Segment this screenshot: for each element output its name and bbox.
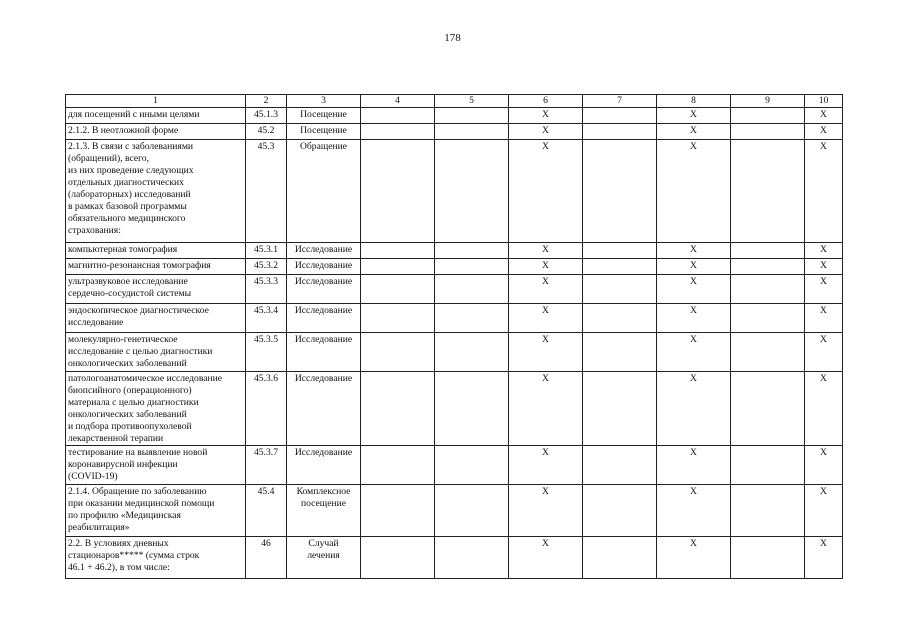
desc-line: 46.1 + 46.2), в том числе: — [68, 562, 170, 573]
row-description — [66, 243, 246, 259]
cell-col-8: X — [657, 446, 731, 485]
table-row — [66, 140, 843, 243]
desc-line: 2.2. В условиях дневных — [68, 538, 169, 549]
cell-col-4 — [361, 304, 435, 333]
cell-col-8: X — [657, 275, 731, 304]
table-row — [66, 243, 843, 259]
cell-col-6: X — [509, 537, 583, 579]
cell-col-5 — [435, 108, 509, 124]
cell-col-7 — [583, 259, 657, 275]
table-row — [66, 446, 843, 485]
row-description — [66, 485, 246, 537]
cell-col-10: X — [805, 259, 843, 275]
header-cell: 1 — [66, 95, 246, 108]
row-description — [66, 372, 246, 446]
header-cell: 5 — [435, 95, 509, 108]
unit-line: Посещение — [300, 109, 347, 120]
row-description — [66, 446, 246, 485]
desc-line: отдельных диагностических — [68, 177, 184, 188]
cell-col-9 — [731, 108, 805, 124]
desc-line: материала с целью диагностики — [68, 397, 199, 408]
cell-col-10: X — [805, 333, 843, 372]
cell-col-10: X — [805, 124, 843, 140]
header-cell: 6 — [509, 95, 583, 108]
desc-line: и подбора противоопухолевой — [68, 421, 192, 432]
desc-line: по профилю «Медицинская — [68, 510, 181, 521]
cell-col-8: X — [657, 485, 731, 537]
row-code: 45.3 — [246, 140, 287, 243]
unit-line: лечения — [307, 550, 340, 561]
header-cell: 2 — [246, 95, 287, 108]
unit-line: Исследование — [294, 305, 353, 316]
desc-line: биопсийного (операционного) — [68, 385, 192, 396]
row-code: 45.3.3 — [246, 275, 287, 304]
row-description — [66, 537, 246, 579]
cell-col-6: X — [509, 275, 583, 304]
cell-col-7 — [583, 124, 657, 140]
cell-col-8: X — [657, 333, 731, 372]
desc-line: онкологических заболеваний — [68, 358, 187, 369]
desc-line: (лабораторных) исследований — [68, 189, 191, 200]
table-row — [66, 108, 843, 124]
unit-line: Исследование — [294, 447, 353, 458]
header-row — [66, 95, 843, 108]
row-unit — [287, 243, 361, 259]
desc-line: коронавирусной инфекции — [68, 459, 178, 470]
cell-col-6: X — [509, 108, 583, 124]
row-code: 45.3.7 — [246, 446, 287, 485]
cell-col-9 — [731, 446, 805, 485]
cell-col-8: X — [657, 372, 731, 446]
desc-line: патологоанатомическое исследование — [68, 373, 223, 384]
cell-col-8: X — [657, 108, 731, 124]
table-row — [66, 537, 843, 579]
row-code: 45.3.6 — [246, 372, 287, 446]
cell-col-4 — [361, 333, 435, 372]
cell-col-6: X — [509, 372, 583, 446]
desc-line: молекулярно-генетическое — [68, 334, 178, 345]
cell-col-6: X — [509, 140, 583, 243]
desc-line: тестирование на выявление новой — [68, 447, 208, 458]
row-code: 45.3.4 — [246, 304, 287, 333]
cell-col-8: X — [657, 304, 731, 333]
desc-line: (обращений), всего, — [68, 153, 149, 164]
cell-col-10: X — [805, 485, 843, 537]
desc-line: страхования: — [68, 225, 121, 236]
cell-col-7 — [583, 485, 657, 537]
desc-line: при оказании медицинской помощи — [68, 498, 215, 509]
cell-col-10: X — [805, 275, 843, 304]
desc-line: 2.1.4. Обращение по заболеванию — [68, 486, 207, 497]
table-row — [66, 333, 843, 372]
desc-line: компьютерная томография — [68, 244, 178, 255]
cell-col-4 — [361, 243, 435, 259]
desc-line: лекарственной терапии — [68, 433, 164, 444]
cell-col-5 — [435, 537, 509, 579]
row-description — [66, 124, 246, 140]
cell-col-7 — [583, 108, 657, 124]
cell-col-7 — [583, 243, 657, 259]
desc-line: (COVID-19) — [68, 471, 118, 482]
cell-col-6: X — [509, 243, 583, 259]
cell-col-10: X — [805, 446, 843, 485]
cell-col-5 — [435, 485, 509, 537]
cell-col-5 — [435, 304, 509, 333]
row-unit — [287, 140, 361, 243]
cell-col-5 — [435, 259, 509, 275]
row-unit — [287, 333, 361, 372]
cell-col-9 — [731, 485, 805, 537]
row-description — [66, 108, 246, 124]
cell-col-9 — [731, 140, 805, 243]
cell-col-4 — [361, 275, 435, 304]
cell-col-7 — [583, 333, 657, 372]
cell-col-8: X — [657, 259, 731, 275]
unit-line: Исследование — [294, 334, 353, 345]
cell-col-4 — [361, 259, 435, 275]
row-code: 45.3.2 — [246, 259, 287, 275]
desc-line: стационаров***** (сумма строк — [68, 550, 200, 561]
header-cell: 4 — [361, 95, 435, 108]
cell-col-7 — [583, 446, 657, 485]
desc-line: эндоскопическое диагностическое — [68, 305, 209, 316]
cell-col-6: X — [509, 446, 583, 485]
row-unit — [287, 537, 361, 579]
desc-line: онкологических заболеваний — [68, 409, 187, 420]
row-description — [66, 275, 246, 304]
desc-line: обязательного медицинского — [68, 213, 186, 224]
cell-col-10: X — [805, 108, 843, 124]
cell-col-9 — [731, 259, 805, 275]
cell-col-9 — [731, 124, 805, 140]
row-code: 45.3.5 — [246, 333, 287, 372]
unit-line: Случай — [308, 538, 339, 549]
document-table — [65, 94, 843, 579]
row-description — [66, 304, 246, 333]
cell-col-6: X — [509, 333, 583, 372]
desc-line: исследование — [68, 317, 124, 328]
unit-line: Посещение — [300, 125, 347, 136]
cell-col-9 — [731, 333, 805, 372]
cell-col-10: X — [805, 372, 843, 446]
unit-line: Комплексное — [296, 486, 351, 497]
cell-col-9 — [731, 537, 805, 579]
cell-col-9 — [731, 275, 805, 304]
cell-col-6: X — [509, 124, 583, 140]
row-unit — [287, 259, 361, 275]
cell-col-7 — [583, 140, 657, 243]
desc-line: исследование с целью диагностики — [68, 346, 213, 357]
cell-col-10: X — [805, 537, 843, 579]
row-code: 45.3.1 — [246, 243, 287, 259]
desc-line: для посещений с иными целями — [68, 109, 200, 120]
row-code: 45.1.3 — [246, 108, 287, 124]
desc-line: 2.1.2. В неотложной форме — [68, 125, 179, 136]
cell-col-4 — [361, 140, 435, 243]
cell-col-10: X — [805, 304, 843, 333]
unit-line: Исследование — [294, 244, 353, 255]
cell-col-4 — [361, 108, 435, 124]
table-row — [66, 304, 843, 333]
cell-col-5 — [435, 372, 509, 446]
header-cell: 10 — [805, 95, 843, 108]
page-number: 178 — [444, 32, 461, 44]
row-description — [66, 140, 246, 243]
row-description — [66, 333, 246, 372]
cell-col-6: X — [509, 485, 583, 537]
cell-col-6: X — [509, 304, 583, 333]
cell-col-7 — [583, 304, 657, 333]
cell-col-9 — [731, 372, 805, 446]
cell-col-8: X — [657, 537, 731, 579]
cell-col-5 — [435, 140, 509, 243]
cell-col-6: X — [509, 259, 583, 275]
row-unit — [287, 108, 361, 124]
cell-col-5 — [435, 243, 509, 259]
desc-line: 2.1.3. В связи с заболеваниями — [68, 141, 194, 152]
cell-col-10: X — [805, 140, 843, 243]
cell-col-4 — [361, 485, 435, 537]
cell-col-8: X — [657, 140, 731, 243]
cell-col-7 — [583, 372, 657, 446]
unit-line: Обращение — [299, 141, 348, 152]
row-unit — [287, 124, 361, 140]
unit-line: Исследование — [294, 260, 353, 271]
row-unit — [287, 275, 361, 304]
header-cell: 8 — [657, 95, 731, 108]
cell-col-7 — [583, 537, 657, 579]
unit-line: посещение — [301, 498, 346, 509]
cell-col-4 — [361, 446, 435, 485]
row-unit — [287, 485, 361, 537]
cell-col-9 — [731, 243, 805, 259]
table-row — [66, 275, 843, 304]
desc-line: реабилитация» — [68, 522, 130, 533]
cell-col-4 — [361, 372, 435, 446]
table-row — [66, 259, 843, 275]
unit-line: Исследование — [294, 276, 353, 287]
cell-col-4 — [361, 124, 435, 140]
desc-line: в рамках базовой программы — [68, 201, 187, 212]
desc-line: из них проведение следующих — [68, 165, 194, 176]
desc-line: магнитно-резонансная томография — [68, 260, 211, 271]
row-unit — [287, 446, 361, 485]
cell-col-8: X — [657, 243, 731, 259]
desc-line: ультразвуковое исследование — [68, 276, 188, 287]
cell-col-8: X — [657, 124, 731, 140]
row-description — [66, 259, 246, 275]
unit-line: Исследование — [294, 373, 353, 384]
cell-col-5 — [435, 124, 509, 140]
header-cell: 9 — [731, 95, 805, 108]
cell-col-7 — [583, 275, 657, 304]
cell-col-5 — [435, 446, 509, 485]
table-row — [66, 372, 843, 446]
row-code: 45.2 — [246, 124, 287, 140]
cell-col-9 — [731, 304, 805, 333]
header-cell: 3 — [287, 95, 361, 108]
row-unit — [287, 372, 361, 446]
row-unit — [287, 304, 361, 333]
cell-col-10: X — [805, 243, 843, 259]
cell-col-4 — [361, 537, 435, 579]
header-cell: 7 — [583, 95, 657, 108]
row-code: 45.4 — [246, 485, 287, 537]
cell-col-5 — [435, 333, 509, 372]
cell-col-5 — [435, 275, 509, 304]
desc-line: сердечно-сосудистой системы — [68, 288, 192, 299]
table-row — [66, 124, 843, 140]
table-row — [66, 485, 843, 537]
row-code: 46 — [246, 537, 287, 579]
